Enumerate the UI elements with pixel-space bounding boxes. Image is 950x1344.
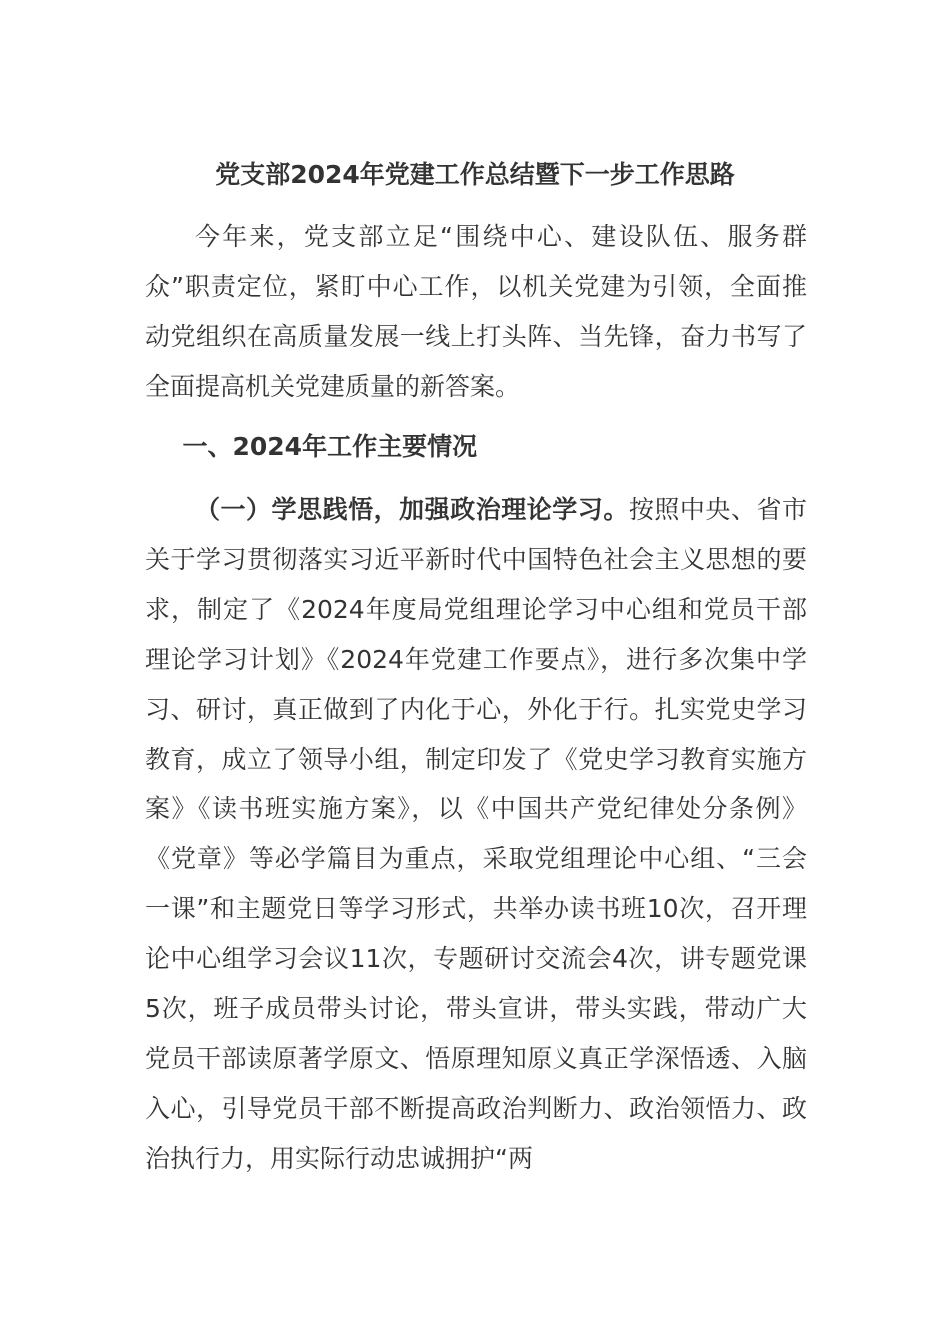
item-1-lead: （一）学思践悟，加强政治理论学习。 [195, 495, 629, 524]
document-title: 党支部2024年党建工作总结暨下一步工作思路 [215, 160, 735, 189]
intro-paragraph: 今年来，党支部立足“围绕中心、建设队伍、服务群众”职责定位，紧盯中心工作，以机关党建为引领，全面推动党组织在高质量发展一线上打头阵、当先锋，奋力书写了全面提高机关党建质量的新答案。 [145, 222, 807, 401]
item-1-body: 按照中央、省市关于学习贯彻落实习近平新时代中国特色社会主义思想的要求，制定了《2024年度局党组理论学习中心组和党员干部理论学习计划》《2024年党建工作要点》，进行多次集中学习、研讨，真正做到了内化于心，外化于行。扎实党史学习教育，成立了领导小组，制定印发了《党史学习教育实施方案》《读书班实施方案》，以《中国共产党纪律处分条例》《党章》等必学篇目为重点，采取党组理论中心组、“三会一课”和主题党日等学习形式，共举办读书班10次，召开理论中心组学习会议11次，专题研讨交流会4次，讲专题党课5次，班子成员带头讨论，带头宣讲，带头实践，带动广大党员干部读原著学原文、悟原理知原义真正学深悟透、入脑入心，引导党员干部不断提高政治判断力、政治领悟力、政治执行力，用实际行动忠诚拥护“两 [145, 495, 807, 1173]
item-1-paragraph [145, 485, 807, 1184]
section-heading: 一、2024年工作主要情况 [182, 432, 478, 461]
